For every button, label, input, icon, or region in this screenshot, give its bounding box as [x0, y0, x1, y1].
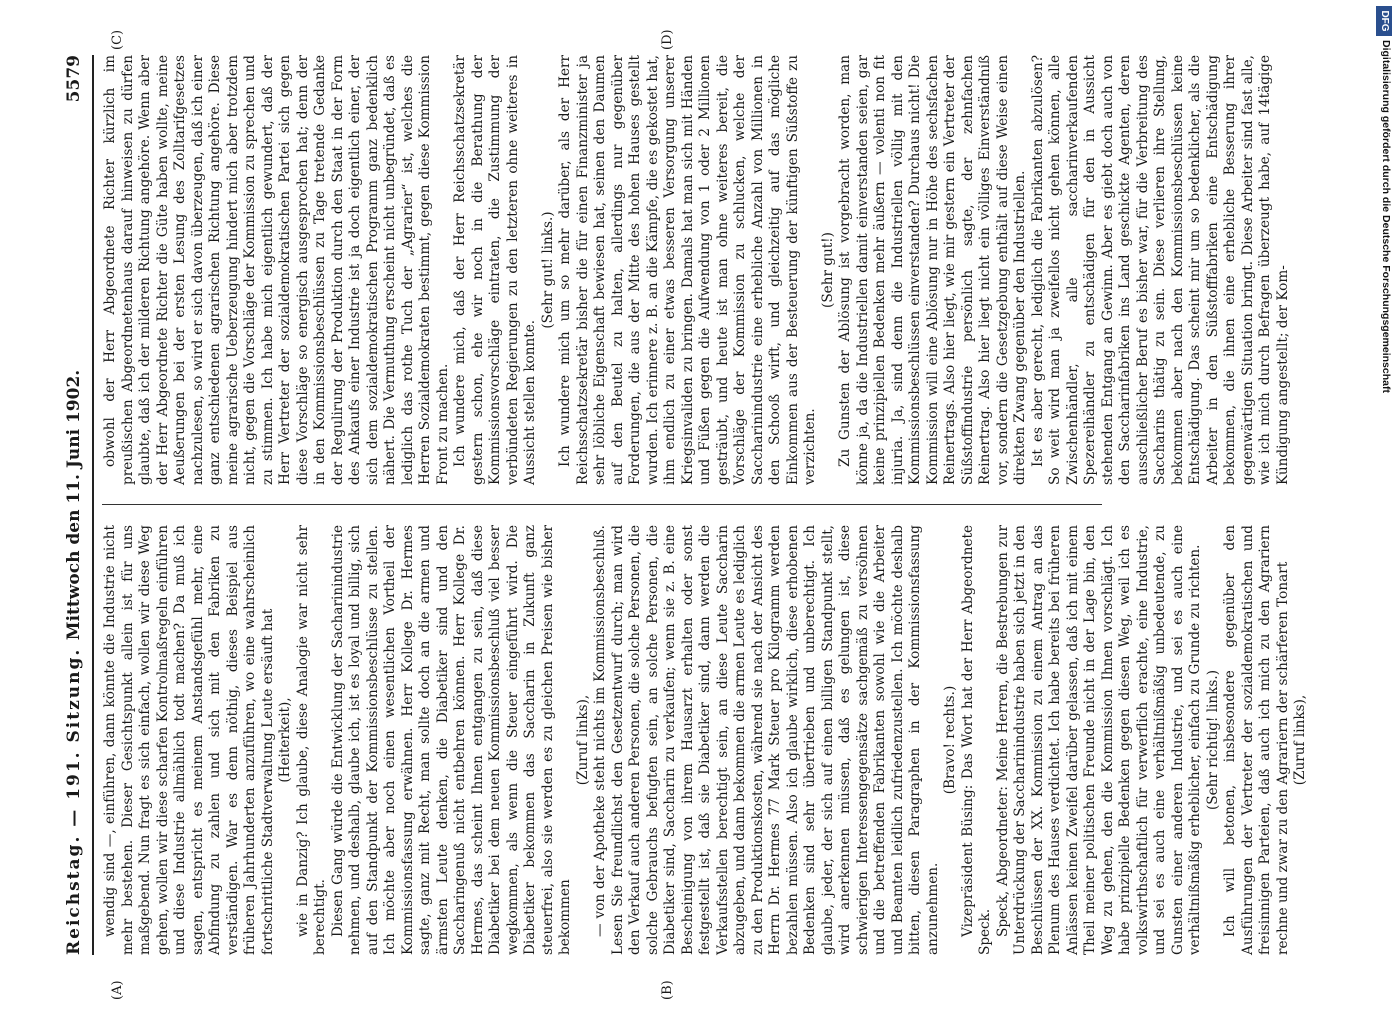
- left-column: [102, 525, 1308, 955]
- right-interjection: (Sehr gut!): [819, 232, 836, 308]
- margin-marker-a: (A): [110, 980, 125, 1000]
- left-paragraph: — von der Apotheke steht nichts im Kommissionsbeschluß. Lesen Sie freundlichst den Gesetzentwurf durch; man wird den Verkauf auch anderen Personen, die solche Personen, die solche Gebrauchs befugten sein, an solche Personen, die Diabetiker sind, Saccharin zu verkaufen; wenn sie z. B. eine Bescheinigung von ihrem Hausarzt erhalten oder sonst festgestellt ist, daß sie Diabetiker sind, dann werden die Verkaufsstellen berechtigt sein, an diese Leute Saccharin abzugeben, und dann bekommen die armen Leute es lediglich zu den Produktionskosten, während sie nach der Ansicht des Herrn Dr. Hermes 77 Mark Steuer pro Kilogramm werden bezahlen müssen. Also ich glaube wirklich, diese erhobenen Bedenken sind sehr übertrieben und unberechtigt. Ich glaube, jeder, der sich auf einen billigen Standpunkt stellt, wird anerkennen müssen, daß es gelungen ist, diese schwierigen Interessengegensätze sachgemäß zu versöhnen und die betreffenden Fabrikanten sowohl wie die Arbeiter und Beamten leidlich zufriedenzustellen. Ich möchte deshalb bitten, diesen Paragraphen in der Kommissionsfassung anzunehmen.: [592, 525, 941, 955]
- left-interjection: (Zuruf links),: [1292, 694, 1308, 786]
- left-interjection: (Bravo! rechts.): [942, 685, 958, 795]
- left-interjection: (Zuruf links),: [574, 694, 591, 786]
- header-session-title: Reichstag. — 191. Sitzung.: [64, 647, 84, 955]
- right-paragraph: obwohl der Herr Abgeordnete Richter kürzlich im preußischen Abgeordnetenhaus darauf hinweisen zu dürfen glaubte, daß ich der milderen Richtung angehöre. Wenn aber der Herr Abgeordnete Richter die Güte haben wollte, meine Aeußerungen bei der ersten Lesung des Zolltarifgesetzes nachzulesen, so wird er sich davon überzeugen, daß ich einer ganz entschiedenen agrarischen Richtung angehöre. Diese meine agrarische Ueberzeugung hindert mich aber trotzdem nicht, gegen die Vorschläge der Kommission zu sprechen und zu stimmen. Ich habe mich eigentlich gewundert, daß der Herr Vertreter der sozialdemokratischen Partei sich gegen diese Vorschläge so energisch ausgesprochen hat; denn der in den Kommissionsbeschlüssen zu Tage tretende Gedanke der Regulirung der Produktion durch den Staat in der Form des Ankaufs einer Industrie ist ja doch eigentlich einer, der sich dem sozialdemokratischen Programm ganz bedenklich nähert. Die Vermuthung erscheint nicht unbegründet, daß es lediglich das rothe Tuch der „Agrarier“ ist, welches die Herren Sozialdemokraten bestimmt, gegen diese Kommission Front zu machen.: [102, 55, 451, 485]
- rotated-document-page: [60, 29, 1357, 1000]
- dfg-logo-badge: DFG: [1376, 6, 1392, 36]
- left-paragraph: Diesen Gang würde die Entwicklung der Sacharinindustrie nehmen, und deshalb, glaube ich, ist es loyal und billig, sich auf den Standpunkt der Kommissionsbeschlüsse zu stellen. Ich möchte aber noch einen wesentlichen Vortheil der Kommissionsfassung erwähnen. Herr Kollege Dr. Hermes sagte, ganz mit Recht, man sollte doch an die armen und ärmsten Leute denken, die Diabetiker sind und den Saccharingenuß nicht entbehren können. Herr Kollege Dr. Hermes, das scheint Ihnen entgangen zu sein, daß diese Diabetiker bei dem neuen Kommissionsbeschluß viel besser wegkommen, als wenn die Steuer eingeführt wird. Die Diabetiker bekommen das Saccharin in Zukunft ganz steuerfrei, also sie werden es zu gleichen Preisen wie bisher bekommen: [329, 525, 573, 955]
- margin-marker-b: (B): [660, 980, 675, 1000]
- left-paragraph: wie in Danzig? Ich glaube, diese Analogie war nicht sehr berechtigt.: [294, 525, 328, 955]
- right-paragraph: Ich wundere mich um so mehr darüber, als der Herr Reichsschatzsekretär bisher die für einen Finanzminister ja sehr löbliche Eigenschaft bewiesen hat, seinen den Daumen auf den Beutel zu halten, allerdings nur gegenüber Forderungen, die aus der Mitte des hohen Hauses gestellt wurden. Ich erinnere z. B. an die Kämpfe, die es gekostet hat, ihm endlich zu einer etwas besseren Versorgung unserer Kriegsinvaliden zu bringen. Damals hat man sich mit Händen und Füßen gegen die Aufwendung von 1 oder 2 Millionen gesträubt, und heute ist man ohne weiteres bereit, die Vorschläge der Kommission zu schlucken, welche der Saccharinindustrie eine erhebliche Anzahl von Millionen in den Schooß wirft, und gleichzeitig auf das mögliche Einkommen aus der Besteuerung der künftigen Süßstoffe zu verzichten.: [557, 55, 818, 485]
- left-paragraph: wendig sind —, einführen, dann könnte die Industrie nicht mehr bestehen. Dieser Gesichtspunkt allein ist für uns maßgebend. Nun fragt es sich einfach, wollen wir diese Weg gehen, wollen wir diese scharfen Kontrolmaßregeln einführen und diese Industrie allmählich todt machen? Da muß ich sagen, entspricht es meinem Anstandsgefühl mehr, eine Abfindung zu zahlen und sich mit den Fabriken zu verständigen. War es denn nöthig, dieses Beispiel aus früheren Jahrhunderten anzuführen, wo eine wahrscheinlich fortschrittliche Stadtverwaltung Leute ersäuft hat: [102, 525, 276, 955]
- dfg-funding-note: Digitalisierung gefördert durch die Deutsche Forschungsgemeinschaft: [1380, 40, 1392, 393]
- left-interjection: (Heiterkeit),: [277, 697, 293, 783]
- column-divider: [102, 504, 1102, 505]
- right-paragraph: Zu Gunsten der Ablösung ist vorgebracht worden, man könne ja, da die Industriellen damit einverstanden seien, gar keine prinzipiellen Bedenken mehr äußern — volenti non fit injuria. Ja, sind denn die Industriellen völlig mit den Kommissionsbeschlüssen einverstanden? Durchaus nicht! Die Kommission will eine Ablösung nur in Höhe des sechsfachen Reinertrags. Also hier liegt, wie mir gestern ein Vertreter der Süßstoffindustrie persönlich sagte, der zehnfachen Reinertrag. Also hier liegt nicht ein völliges Einverständniß vor, sondern die Gesetzgebung enthält auf diese Weise einen direkten Zwang gegenüber den Industriellen.: [837, 55, 1028, 485]
- right-interjection: (Sehr gut! links.): [539, 211, 556, 329]
- left-interjection: (Sehr richtig! links.): [1204, 669, 1221, 811]
- left-paragraph: Ich will betonen, insbesondere gegenüber den Ausführungen der Vertreter der sozialdemokratischen und freisinnigen Parteien, daß auch ich mich zu den Agrariern rechne und zwar zu den Agrariern der schärferen Tonart: [1222, 525, 1291, 955]
- right-column: [102, 55, 1291, 485]
- right-paragraph: Ich wundere mich, daß der Herr Reichsschatzsekretär gestern schon, ehe wir noch in die Berathung der Kommissionsvorschläge eintraten, die Zustimmung der verbündeten Regierungen zu den letzteren ohne weiteres in Aussicht stellen konnte.: [452, 55, 538, 485]
- margin-marker-d: (D): [660, 29, 675, 50]
- left-paragraph: Vizepräsident Büsing: Das Wort hat der Herr Abgeordnete Speck.: [959, 525, 993, 955]
- header-rule: [92, 55, 94, 955]
- page-header: [60, 55, 90, 955]
- page-number: 5579: [64, 55, 84, 103]
- right-paragraph: Ist es aber gerecht, lediglich die Fabrikanten abzulösen? So weit wird man ja zweifellos nicht gehen können, alle Zwischenhändler, alle saccharinverkaufenden Spezereihändler zu entschädigen für den in Aussicht stehenden Entgang an Gewinn. Aber es giebt doch auch von den Saccharinfabriken ins Land geschickte Agenten, deren ausschließlicher Beruf es bisher war, für die Verbreitung des Saccharins thätig zu sein. Diese verlieren ihre Stellung, bekommen aber nach den Kommissionsbeschlüssen keine Entschädigung. Das scheint mir um so bedenklicher, als die Arbeiter in den Süßstofffabriken eine Entschädigung bekommen, die ihnen eine erhebliche Besserung ihrer gegenwärtigen Situation bringt. Diese Arbeiter sind fast alle, wie ich mich durch Befragen überzeugt habe, auf 14tägige Kündigung angestellt; der Kom-: [1029, 55, 1291, 485]
- dfg-watermark: [1376, 6, 1392, 996]
- left-paragraph: Speck, Abgeordneter: Meine Herren, die Bestrebungen zur Unterdrückung der Saccharinindustrie haben sich jetzt in den Beschlüssen der XX. Kommission zu einem Antrag an das Plenum des Hauses verdichtet. Ich habe bereits bei früheren Anlässen keinen Zweifel darüber gelassen, daß ich mit einem Theil meiner politischen Freunde nicht in der Lage bin, den Weg zu gehen, den die Kommission Ihnen vorschlägt. Ich habe prinzipielle Bedenken gegen diesen Weg, weil ich es volkswirthschaftlich für verwerflich erachte, eine Industrie, und sei es auch eine verhältnißmäßig unbedeutende, zu Gunsten einer anderen Industrie, und sei es auch eine verhältnißmäßig erheblicher, einfach zu Grunde zu richten.: [994, 525, 1203, 955]
- header-date: Mittwoch den 11. Juni 1902.: [64, 369, 84, 641]
- margin-marker-c: (C): [110, 29, 125, 50]
